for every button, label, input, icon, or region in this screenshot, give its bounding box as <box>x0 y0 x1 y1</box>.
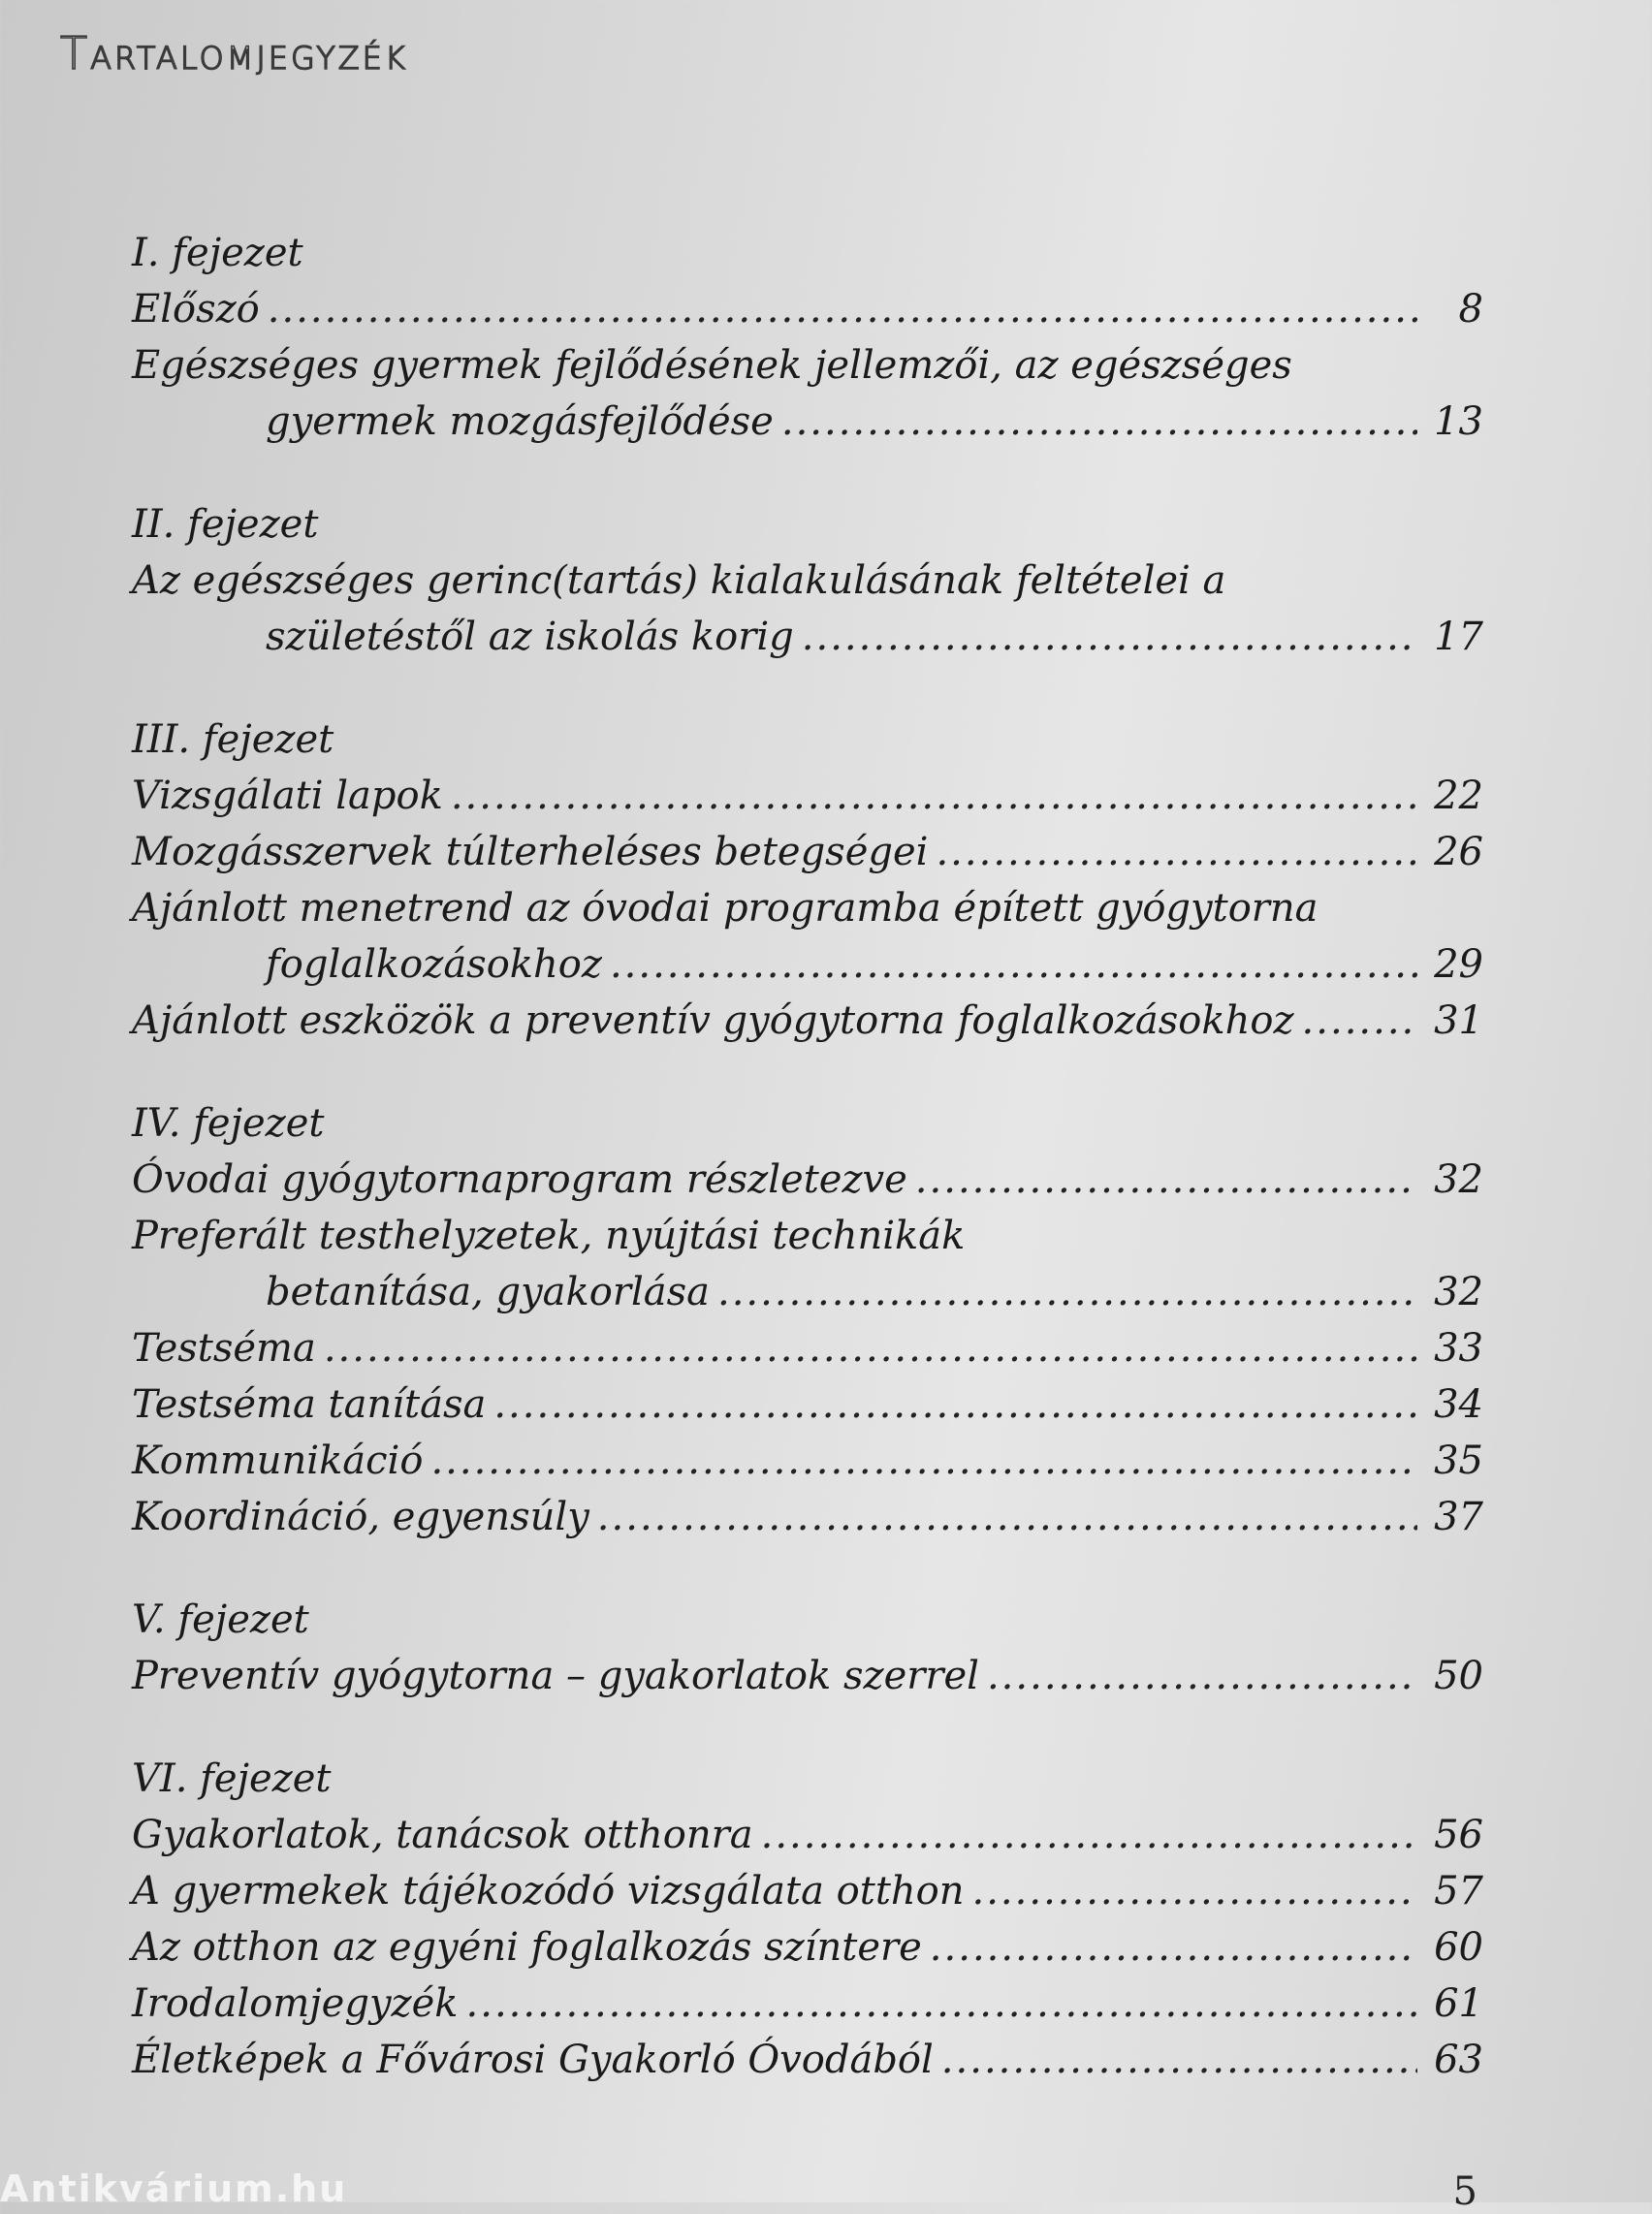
dot-leader <box>268 281 1417 337</box>
dot-leader <box>597 1489 1417 1545</box>
entry-title: Irodalomjegyzék <box>132 1981 459 2026</box>
toc-entry <box>126 1648 1483 1704</box>
toc-entry <box>126 993 1483 1049</box>
entry-page-number: 37 <box>1434 1495 1483 1539</box>
chapter-1 <box>126 225 1483 450</box>
toc-entry <box>126 1152 1483 1208</box>
entry-title-line1: Preferált testhelyzetek, nyújtási technikák <box>132 1214 966 1258</box>
chapter-label: III. fejezet <box>132 717 334 762</box>
entry-page-number: 57 <box>1434 1869 1483 1914</box>
dot-leader <box>761 1807 1417 1863</box>
page-title: Tartalomjegyzék <box>60 27 408 79</box>
entry-page-number: 29 <box>1434 942 1483 987</box>
entry-title: Vizsgálati lapok <box>132 774 443 818</box>
dot-leader <box>610 936 1417 993</box>
entry-page-number: 32 <box>1434 1270 1483 1314</box>
dot-leader <box>941 2032 1417 2088</box>
chapter-label: IV. fejezet <box>132 1101 325 1146</box>
toc-entry <box>126 1208 1483 1320</box>
chapter-label: I. fejezet <box>132 231 303 275</box>
toc-entry <box>126 1863 1483 1919</box>
chapter-3 <box>126 712 1483 1049</box>
entry-page-number: 8 <box>1458 287 1483 332</box>
chapter-2 <box>126 496 1483 665</box>
entry-page-number: 35 <box>1434 1439 1483 1483</box>
toc-entry <box>126 281 1483 337</box>
dot-leader <box>466 1976 1417 2032</box>
entry-title: A gyermekek tájékozódó vizsgálata otthon <box>132 1869 965 1914</box>
dot-leader <box>451 768 1417 824</box>
entry-title-line1: Egészséges gyermek fejlődésének jellemzői, az egészséges <box>132 343 1292 388</box>
entry-title: Koordináció, egyensúly <box>132 1495 589 1539</box>
toc-entry <box>126 553 1483 665</box>
entry-page-number: 17 <box>1434 615 1483 659</box>
entry-page-number: 32 <box>1434 1157 1483 1202</box>
entry-title: Mozgásszervek túlterheléses betegségei <box>132 830 929 874</box>
chapter-4 <box>126 1095 1483 1545</box>
watermark: Antikvárium.hu <box>0 2167 348 2210</box>
dot-leader <box>781 394 1417 450</box>
dot-leader <box>930 1919 1417 1976</box>
entry-title-line1: Az egészséges gerinc(tartás) kialakulásának feltételei a <box>132 558 1226 603</box>
toc-entry <box>126 824 1483 880</box>
entry-page-number: 61 <box>1434 1981 1483 2026</box>
entry-page-number: 31 <box>1434 998 1483 1043</box>
entry-title-line2: foglalkozásokhoz <box>266 942 602 987</box>
toc-entry <box>126 768 1483 824</box>
entry-title: Kommunikáció <box>132 1439 424 1483</box>
entry-page-number: 13 <box>1434 399 1483 444</box>
entry-title: Preventív gyógytorna – gyakorlatok szerrel <box>132 1654 979 1698</box>
chapter-label: V. fejezet <box>132 1597 309 1642</box>
chapter-label: II. fejezet <box>132 502 319 547</box>
toc-entry <box>126 2032 1483 2088</box>
entry-page-number: 22 <box>1434 774 1483 818</box>
dot-leader <box>987 1648 1417 1704</box>
entry-title: Ajánlott eszközök a preventív gyógytorna foglalkozásokhoz <box>132 998 1294 1043</box>
toc-entry <box>126 337 1483 450</box>
dot-leader <box>493 1376 1417 1433</box>
dot-leader <box>1302 993 1417 1049</box>
entry-page-number: 56 <box>1434 1813 1483 1857</box>
table-of-contents <box>126 225 1483 2135</box>
dot-leader <box>324 1320 1417 1376</box>
entry-title: Óvodai gyógytornaprogram részletezve <box>132 1157 907 1202</box>
dot-leader <box>430 1433 1417 1489</box>
entry-title-line2: gyermek mozgásfejlődése <box>266 399 774 444</box>
entry-title: Gyakorlatok, tanácsok otthonra <box>132 1813 753 1857</box>
entry-page-number: 63 <box>1434 2038 1483 2082</box>
entry-page-number: 26 <box>1434 830 1483 874</box>
entry-title-line2: születéstől az iskolás korig <box>266 615 794 659</box>
toc-entry <box>126 1489 1483 1545</box>
entry-page-number: 50 <box>1434 1654 1483 1698</box>
entry-page-number: 34 <box>1434 1382 1483 1427</box>
entry-title: Testséma tanítása <box>132 1382 487 1427</box>
page-number: 5 <box>1452 2169 1477 2214</box>
entry-title-line2: betanítása, gyakorlása <box>266 1270 710 1314</box>
dot-leader <box>915 1152 1417 1208</box>
dot-leader <box>936 824 1417 880</box>
toc-entry <box>126 1919 1483 1976</box>
entry-page-number: 33 <box>1434 1326 1483 1371</box>
entry-title: Előszó <box>132 287 260 332</box>
entry-title: Életképek a Fővárosi Gyakorló Óvodából <box>132 2038 934 2082</box>
toc-entry <box>126 1320 1483 1376</box>
toc-entry <box>126 1807 1483 1863</box>
entry-title-line1: Ajánlott menetrend az óvodai programba épített gyógytorna <box>132 886 1318 931</box>
chapter-label: VI. fejezet <box>132 1756 332 1801</box>
entry-title: Testséma <box>132 1326 316 1371</box>
chapter-5 <box>126 1592 1483 1704</box>
entry-title: Az otthon az egyéni foglalkozás színtere <box>132 1925 922 1970</box>
toc-entry <box>126 880 1483 993</box>
toc-entry <box>126 1433 1483 1489</box>
toc-entry <box>126 1376 1483 1433</box>
dot-leader <box>972 1863 1418 1919</box>
chapter-6 <box>126 1751 1483 2088</box>
toc-entry <box>126 1976 1483 2032</box>
entry-page-number: 60 <box>1434 1925 1483 1970</box>
dot-leader <box>717 1264 1417 1320</box>
dot-leader <box>802 609 1417 665</box>
